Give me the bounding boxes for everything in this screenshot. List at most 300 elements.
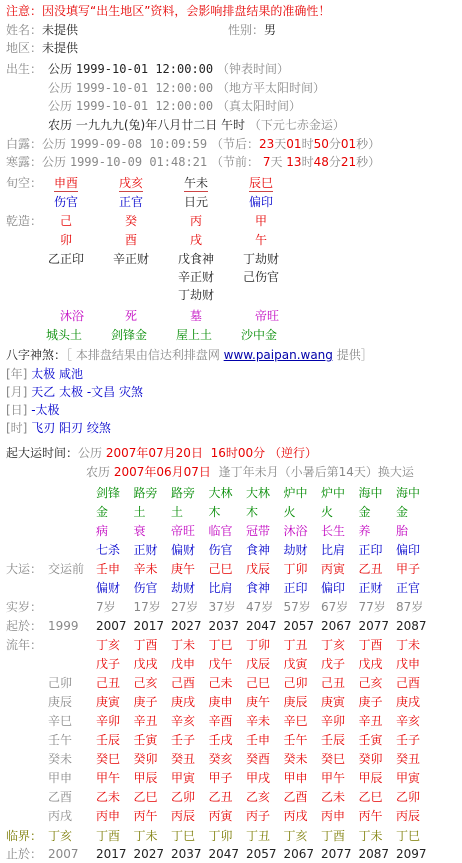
dayun-nayin-elem: 土	[133, 505, 146, 519]
dayun-nayin-elem: 火	[283, 505, 296, 519]
liunian-cell: 丙午	[133, 809, 158, 823]
hidden-stem-3b: 辛正财	[178, 270, 215, 284]
hidden-stem-3a: 戊食神	[178, 252, 215, 266]
liunian-cell: 戊申	[396, 657, 421, 671]
birth-cal: 公历	[48, 99, 73, 113]
liunian-cell: 癸巳	[96, 752, 121, 766]
qiyu-value: 2007	[96, 619, 127, 633]
bailu-pre: （节后：	[210, 137, 259, 151]
region-label: 地区：	[6, 41, 43, 55]
warning-text: 注意：因没填写“出生地区”资料，会影响排盘结果的准确性！	[6, 4, 331, 18]
dayun-nayin-elem: 土	[171, 505, 184, 519]
bailu-unit-d: 天	[274, 137, 287, 151]
liunian-first-cell: 己卯	[48, 676, 73, 690]
liunian-cell: 丁酉	[133, 638, 158, 652]
branch-1: 卯	[60, 233, 73, 247]
qiyu-value: 2077	[358, 619, 390, 633]
dayun-ganzhi: 己巳	[208, 562, 233, 576]
dayun-shishen: 偏印	[396, 543, 421, 557]
linjie-value: 丁未	[358, 829, 383, 843]
dayun-ganzhi: 甲子	[396, 562, 421, 576]
linjie-value: 丁巳	[396, 829, 421, 843]
shisui-label: 实岁：	[6, 600, 43, 614]
qiyu-first: 1999	[48, 619, 79, 633]
liunian-cell: 乙巳	[358, 790, 383, 804]
changsheng-3: 墓	[190, 309, 203, 323]
dayun-nayin-elem: 火	[321, 505, 334, 519]
linjie-value: 丁酉	[321, 829, 346, 843]
linjie-value: 丁酉	[96, 829, 121, 843]
liunian-cell: 乙酉	[283, 790, 308, 804]
hanlu-row	[6, 155, 380, 170]
liunian-cell: 癸丑	[396, 752, 421, 766]
qiyu-value: 2067	[321, 619, 352, 633]
birth-time: 1999-10-01 12:00:00	[75, 81, 214, 95]
liunian-cell: 戊申	[171, 657, 196, 671]
linjie-label: 临界：	[6, 829, 43, 843]
dayun-nayin-top: 路旁	[171, 486, 196, 500]
liunian-cell: 丁未	[171, 638, 196, 652]
bailu-hours: 01	[286, 137, 302, 151]
liunian-cell: 丁丑	[283, 638, 308, 652]
shensha-month	[6, 385, 143, 400]
linjie-value: 丁亥	[283, 829, 308, 843]
bailu-unit-h: 时	[301, 137, 314, 151]
dayun-ss2: 劫财	[171, 581, 196, 595]
zhiyu-first: 2007	[48, 847, 79, 861]
name-row	[6, 23, 78, 38]
dayun-label: 大运：	[6, 562, 43, 576]
qiyun-direction: （逆行）	[268, 446, 317, 460]
changsheng-2: 死	[125, 309, 138, 323]
gender-value: 男	[264, 23, 277, 37]
liunian-cell: 乙卯	[396, 790, 421, 804]
liunian-cell: 己亥	[133, 676, 158, 690]
liunian-cell: 辛丑	[358, 714, 383, 728]
liunian-first-cell: 甲申	[48, 771, 73, 785]
bailu-mins: 50	[313, 137, 329, 151]
dayun-ss2: 食神	[246, 581, 271, 595]
liunian-cell: 辛未	[246, 714, 271, 728]
dayun-changsheng: 临官	[208, 524, 233, 538]
shensha-value: 天乙 太极 -文昌 灾煞	[31, 385, 143, 399]
changsheng-4: 帝旺	[255, 309, 280, 323]
liunian-cell: 庚寅	[96, 695, 121, 709]
qiyun-lunar-label: 农历	[86, 465, 111, 479]
dayun-nayin-top: 海中	[396, 486, 421, 500]
liunian-cell: 己丑	[96, 676, 121, 690]
xunkong-label: 旬空：	[6, 176, 43, 190]
shensha-key: [月]	[6, 385, 28, 399]
liunian-cell: 庚子	[358, 695, 383, 709]
liunian-cell: 庚寅	[321, 695, 346, 709]
xunkong-2: 戌亥	[119, 176, 144, 190]
liunian-cell: 壬戌	[208, 733, 233, 747]
liunian-cell: 丙午	[358, 809, 383, 823]
stem-2: 癸	[125, 214, 138, 228]
shensha-note-post: 提供］	[332, 348, 373, 362]
shisui-value: 57岁	[283, 600, 311, 614]
birth-line-1	[48, 62, 289, 77]
liunian-cell: 壬辰	[321, 733, 346, 747]
shishen-3: 日元	[184, 195, 209, 209]
birth-cal: 公历	[48, 81, 73, 95]
dayun-changsheng: 沐浴	[283, 524, 308, 538]
qiandao-label: 乾造：	[6, 214, 43, 228]
liunian-cell: 丁亥	[96, 638, 121, 652]
shisui-value: 37岁	[208, 600, 236, 614]
dayun-changsheng: 病	[96, 524, 109, 538]
liunian-cell: 辛酉	[208, 714, 233, 728]
liunian-cell: 壬午	[283, 733, 308, 747]
liunian-first-cell: 庚辰	[48, 695, 73, 709]
birth-time: 1999-10-01 12:00:00	[75, 62, 214, 76]
hanlu-secs: 21	[340, 155, 357, 169]
liunian-cell: 甲申	[283, 771, 308, 785]
dayun-shishen: 劫财	[283, 543, 308, 557]
liunian-cell: 庚申	[208, 695, 233, 709]
linjie-first: 丁亥	[48, 829, 73, 843]
zhiyu-value: 2057	[246, 847, 277, 861]
shishen-2: 正官	[119, 195, 144, 209]
qiyun-change-note: 逢丁年未月（小暑后第14天）换大运	[218, 465, 414, 479]
qiyun-lunar-date: 2007年06月07日	[113, 465, 211, 479]
name-label: 姓名：	[6, 23, 43, 37]
birth-line-2	[48, 81, 325, 96]
qiyun-cal: 公历	[78, 446, 103, 460]
bailu-unit-s: 秒）	[356, 137, 381, 151]
liunian-cell: 丙戌	[283, 809, 308, 823]
linjie-value: 丁丑	[246, 829, 271, 843]
liunian-cell: 丙辰	[171, 809, 196, 823]
liunian-cell: 丁巳	[208, 638, 233, 652]
liunian-cell: 乙未	[96, 790, 121, 804]
dayun-ganzhi: 乙丑	[358, 562, 383, 576]
dayun-ganzhi: 丁卯	[283, 562, 308, 576]
dayun-ss2: 正财	[358, 581, 383, 595]
liunian-cell: 癸卯	[358, 752, 383, 766]
shensha-value: -太极	[31, 403, 60, 417]
hanlu-pre: （节前：	[210, 155, 259, 169]
bailu-cal: 公历	[42, 137, 67, 151]
liunian-cell: 辛巳	[283, 714, 308, 728]
liunian-first-cell: 壬午	[48, 733, 73, 747]
branch-2: 酉	[125, 233, 138, 247]
linjie-value: 丁卯	[208, 829, 233, 843]
dayun-shishen: 比肩	[321, 543, 346, 557]
qiyu-value: 2017	[133, 619, 165, 633]
qiyun-date: 2007年07月20日	[105, 446, 203, 460]
qiyun-label: 起大运时间：	[6, 446, 79, 460]
liunian-cell: 辛卯	[321, 714, 346, 728]
liunian-cell: 丁卯	[246, 638, 271, 652]
liunian-first-cell: 辛巳	[48, 714, 73, 728]
dayun-nayin-top: 剑锋	[96, 486, 121, 500]
liunian-cell: 甲寅	[396, 771, 421, 785]
liunian-cell: 壬寅	[358, 733, 383, 747]
shensha-key: [日]	[6, 403, 28, 417]
stem-4: 甲	[255, 214, 268, 228]
name-value: 未提供	[42, 23, 79, 37]
liunian-cell: 己巳	[246, 676, 271, 690]
zhiyu-value: 2037	[171, 847, 202, 861]
liunian-cell: 庚午	[246, 695, 271, 709]
dayun-nayin-elem: 金	[396, 505, 409, 519]
hidden-stem-3c: 丁劫财	[178, 288, 215, 302]
dayun-nayin-elem: 金	[358, 505, 371, 519]
hanlu-unit-h: 时	[301, 155, 314, 169]
liunian-cell: 癸未	[283, 752, 308, 766]
dayun-shishen: 正印	[358, 543, 383, 557]
nayin-2: 剑锋金	[111, 328, 148, 342]
dayun-shishen: 正财	[133, 543, 158, 557]
qiyu-value: 2087	[396, 619, 427, 633]
hanlu-cal: 公历	[42, 155, 67, 169]
dayun-ss2: 正官	[396, 581, 421, 595]
shensha-value: 太极 咸池	[31, 367, 84, 381]
hanlu-time: 1999-10-09 01:48:21	[69, 155, 208, 169]
qiyun-row-1	[6, 446, 317, 461]
liunian-cell: 壬子	[171, 733, 196, 747]
shensha-year	[6, 367, 83, 382]
zhiyu-value: 2067	[283, 847, 315, 861]
lunar-line	[48, 118, 345, 133]
hidden-stem-1a: 乙正印	[48, 252, 85, 266]
liunian-cell: 丁亥	[321, 638, 346, 652]
bailu-label: 白露：	[6, 137, 43, 151]
liunian-cell: 甲辰	[358, 771, 383, 785]
liunian-cell: 戊子	[96, 657, 121, 671]
liunian-cell: 庚辰	[283, 695, 308, 709]
lunar-date: 一九九九(兔)年八月廿二日 午时	[75, 118, 246, 132]
dayun-nayin-top: 海中	[358, 486, 383, 500]
birth-note: （钟表时间）	[216, 62, 289, 76]
liunian-cell: 乙丑	[208, 790, 233, 804]
shensha-header	[6, 348, 373, 363]
shensha-label: 八字神煞：	[6, 348, 67, 362]
qiyun-row-2	[86, 465, 414, 480]
liunian-cell: 己酉	[171, 676, 196, 690]
hidden-stem-2a: 辛正财	[113, 252, 150, 266]
liunian-cell: 癸巳	[321, 752, 346, 766]
dayun-changsheng: 养	[358, 524, 371, 538]
liunian-cell: 辛卯	[96, 714, 121, 728]
liunian-cell: 壬申	[246, 733, 271, 747]
zhiyu-value: 2097	[396, 847, 427, 861]
branch-4: 午	[255, 233, 268, 247]
region-value: 未提供	[42, 41, 79, 55]
liunian-cell: 丙子	[246, 809, 271, 823]
liunian-cell: 甲子	[208, 771, 233, 785]
hanlu-mins: 48	[313, 155, 329, 169]
birth-note: （真太阳时间）	[216, 99, 301, 113]
dayun-first: 交运前	[48, 562, 85, 576]
shisui-value: 47岁	[246, 600, 274, 614]
liunian-cell: 甲寅	[171, 771, 196, 785]
liunian-cell: 庚子	[133, 695, 158, 709]
gender-row	[228, 23, 276, 38]
birth-line-3	[48, 99, 301, 114]
shensha-day	[6, 403, 60, 418]
site-link[interactable]: www.paipan.wang	[223, 348, 333, 362]
liunian-cell: 戊戌	[358, 657, 383, 671]
liunian-cell: 己丑	[321, 676, 346, 690]
dayun-nayin-top: 大林	[208, 486, 233, 500]
liunian-first-cell: 丙戌	[48, 809, 73, 823]
liunian-cell: 戊辰	[246, 657, 271, 671]
branch-3: 戌	[190, 233, 203, 247]
liunian-cell: 丁未	[396, 638, 421, 652]
changsheng-1: 沐浴	[60, 309, 85, 323]
dayun-changsheng: 衰	[133, 524, 146, 538]
dayun-changsheng: 冠带	[246, 524, 271, 538]
liunian-cell: 癸丑	[171, 752, 196, 766]
liunian-cell: 壬寅	[133, 733, 158, 747]
dayun-nayin-top: 炉中	[283, 486, 308, 500]
dayun-shishen: 伤官	[208, 543, 233, 557]
dayun-changsheng: 胎	[396, 524, 409, 538]
stem-3: 丙	[190, 214, 203, 228]
shisui-value: 27岁	[171, 600, 199, 614]
hidden-stem-4a: 丁劫财	[243, 252, 280, 266]
liunian-cell: 辛亥	[396, 714, 421, 728]
liunian-cell: 戊寅	[283, 657, 308, 671]
liunian-cell: 癸卯	[133, 752, 158, 766]
liunian-cell: 壬辰	[96, 733, 121, 747]
liunian-cell: 戊戌	[133, 657, 158, 671]
xunkong-4: 辰巳	[249, 176, 274, 190]
shisui-value: 77岁	[358, 600, 386, 614]
liunian-cell: 乙巳	[133, 790, 158, 804]
liunian-cell: 乙亥	[246, 790, 271, 804]
dayun-ganzhi: 辛未	[133, 562, 158, 576]
liunian-first-cell: 癸未	[48, 752, 73, 766]
qiyu-value: 2057	[283, 619, 315, 633]
liunian-cell: 己卯	[283, 676, 308, 690]
dayun-nayin-elem: 金	[96, 505, 109, 519]
dayun-shishen: 偏财	[171, 543, 196, 557]
dayun-ganzhi: 戊辰	[246, 562, 271, 576]
lunar-note: （下元七赤金运）	[248, 118, 345, 132]
dayun-nayin-top: 路旁	[133, 486, 158, 500]
qiyu-value: 2037	[208, 619, 240, 633]
hanlu-hours: 13	[286, 155, 302, 169]
qiyun-time: 16时00分	[210, 446, 266, 460]
zhiyu-value: 2047	[208, 847, 240, 861]
shensha-note-pre: ［ 本排盘结果由信达利排盘网	[66, 348, 224, 362]
qiyu-value: 2027	[171, 619, 202, 633]
qiyu-value: 2047	[246, 619, 277, 633]
hanlu-label: 寒露：	[6, 155, 43, 169]
liunian-cell: 甲午	[321, 771, 346, 785]
dayun-ss2: 伤官	[133, 581, 158, 595]
zhiyu-value: 2027	[133, 847, 165, 861]
liunian-cell: 辛亥	[171, 714, 196, 728]
dayun-shishen: 七杀	[96, 543, 121, 557]
hanlu-unit-d: 天	[270, 155, 283, 169]
hidden-stem-4b: 己伤官	[243, 270, 280, 284]
stem-1: 己	[60, 214, 73, 228]
liunian-first-cell: 乙酉	[48, 790, 73, 804]
hanlu-days: 7	[262, 155, 271, 169]
shisui-value: 17岁	[133, 600, 161, 614]
linjie-value: 丁未	[133, 829, 158, 843]
dayun-changsheng: 长生	[321, 524, 346, 538]
shisui-value: 7岁	[96, 600, 116, 614]
qiyu-label: 起於：	[6, 619, 43, 633]
liunian-label: 流年：	[6, 638, 43, 652]
liunian-cell: 乙卯	[171, 790, 196, 804]
shishen-4: 偏印	[249, 195, 274, 209]
zhiyu-value: 2077	[321, 847, 352, 861]
liunian-cell: 癸酉	[246, 752, 271, 766]
dayun-ss2: 偏印	[321, 581, 346, 595]
nayin-4: 沙中金	[241, 328, 278, 342]
dayun-ganzhi: 庚午	[171, 562, 196, 576]
xunkong-1: 申酉	[54, 176, 79, 190]
birth-label: 出生：	[6, 62, 43, 76]
gender-label: 性别：	[228, 23, 265, 37]
zhiyu-value: 2087	[358, 847, 390, 861]
liunian-cell: 乙未	[321, 790, 346, 804]
zhiyu-label: 止於：	[6, 847, 43, 861]
lunar-label: 农历	[48, 118, 73, 132]
liunian-cell: 己未	[208, 676, 233, 690]
shensha-hour	[6, 421, 111, 436]
zhiyu-value: 2017	[96, 847, 127, 861]
liunian-cell: 癸亥	[208, 752, 233, 766]
dayun-changsheng: 帝旺	[171, 524, 196, 538]
hanlu-unit-s: 秒）	[356, 155, 381, 169]
liunian-cell: 庚戌	[171, 695, 196, 709]
nayin-3: 屋上土	[176, 328, 213, 342]
dayun-ganzhi: 壬申	[96, 562, 121, 576]
bailu-row	[6, 137, 380, 152]
birth-time: 1999-10-01 12:00:00	[75, 99, 214, 113]
hanlu-unit-m: 分	[328, 155, 341, 169]
liunian-cell: 甲午	[96, 771, 121, 785]
shensha-key: [年]	[6, 367, 28, 381]
birth-cal: 公历	[48, 62, 73, 76]
liunian-cell: 戊子	[321, 657, 346, 671]
dayun-nayin-elem: 木	[246, 505, 259, 519]
liunian-cell: 丁酉	[358, 638, 383, 652]
liunian-cell: 辛丑	[133, 714, 158, 728]
bailu-unit-m: 分	[328, 137, 341, 151]
nayin-1: 城头土	[46, 328, 83, 342]
dayun-ss2: 比肩	[208, 581, 233, 595]
bailu-time: 1999-09-08 10:09:59	[69, 137, 208, 151]
dayun-nayin-elem: 木	[208, 505, 221, 519]
dayun-nayin-top: 大林	[246, 486, 271, 500]
dayun-ss2: 正印	[283, 581, 308, 595]
liunian-cell: 甲辰	[133, 771, 158, 785]
shisui-value: 87岁	[396, 600, 424, 614]
liunian-cell: 丙申	[96, 809, 121, 823]
liunian-cell: 己亥	[358, 676, 383, 690]
liunian-cell: 丙申	[321, 809, 346, 823]
liunian-cell: 庚戌	[396, 695, 421, 709]
region-row	[6, 41, 78, 56]
shensha-value: 飞刃 阳刃 绞煞	[31, 421, 111, 435]
liunian-cell: 己酉	[396, 676, 421, 690]
liunian-cell: 丙辰	[396, 809, 421, 823]
xunkong-3: 午未	[184, 176, 209, 190]
shisui-value: 67岁	[321, 600, 349, 614]
liunian-cell: 丙寅	[208, 809, 233, 823]
liunian-cell: 壬子	[396, 733, 421, 747]
bailu-secs: 01	[340, 137, 357, 151]
